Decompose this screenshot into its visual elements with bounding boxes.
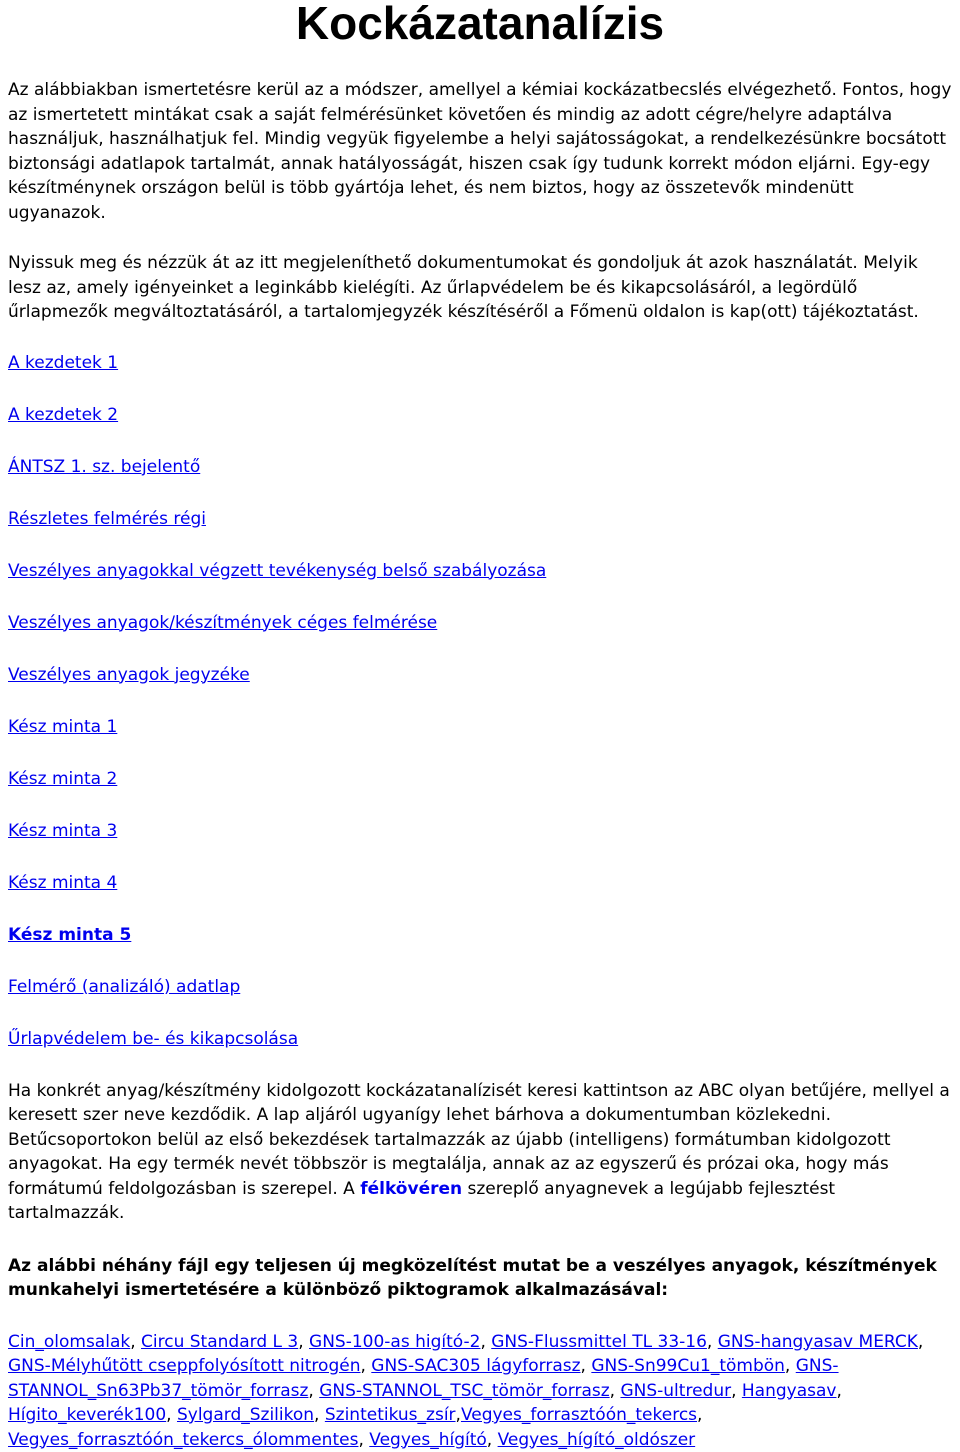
intro-paragraph-1: Az alábbiakban ismertetésre kerül az a módszer, amellyel a kémiai kockázatbecslés elvégezhető. Fontos, hogy az ismertetett mintákat csak a saját felmérésünket követően és mindig az adott cégre/helyre adaptálva használjuk, használhatjuk fel. Mindig vegyük figyelembe a helyi sajátosságokat, a rendelkezésünkre bocsátott biztonsági adatlapok tartalmát, annak hatályosságát, hiszen csak így tudunk korrekt módon eljárni. Egy-egy készítménynek országon belül is több gyártója lehet, és nem biztos, hogy az összetevők mindenütt ugyanazok. — [8, 78, 952, 225]
link-line — [8, 403, 952, 428]
file-link[interactable]: GNS-STANNOL_TSC_tömör_forrasz — [319, 1381, 609, 1401]
link-kesz-minta-1[interactable]: Kész minta 1 — [8, 717, 117, 737]
file-link[interactable]: GNS-SAC305 lágyforrasz — [371, 1356, 580, 1376]
file-link[interactable]: GNS-STANNOL_Sn63Pb37_tömör_forrasz — [8, 1356, 839, 1401]
link-line — [8, 507, 952, 532]
link-urlapvedelem[interactable]: Űrlapvédelem be- és kikapcsolása — [8, 1029, 298, 1049]
link-kesz-minta-5[interactable]: Kész minta 5 — [8, 925, 131, 945]
link-line — [8, 559, 952, 584]
link-kesz-minta-3[interactable]: Kész minta 3 — [8, 821, 117, 841]
section-heading: Az alábbi néhány fájl egy teljesen új megközelítést mutat be a veszélyes anyagok, készítmények munkahelyi ismertetésére a különböző piktogramok alkalmazásával: — [8, 1254, 952, 1303]
file-link[interactable]: Hígito_keverék100 — [8, 1405, 166, 1425]
link-ceges-felmeres[interactable]: Veszélyes anyagok/készítmények céges felmérése — [8, 613, 437, 633]
link-line — [8, 611, 952, 636]
info-text-before: Ha konkrét anyag/készítmény kidolgozott kockázatanalízisét keresi kattintson az ABC olyan betűjére, mellyel a keresett szer neve kezdődik. A lap aljáról ugyanígy lehet bárhova a dokumentumban közlekedni. Betűcsoportokon belül az első bekezdések tartalmazzák az újabb (intelligens) formátumban kidolgozott anyagokat. Ha egy termék nevét többször is megtalálja, annak az az egyszerű és prózai oka, hogy más formátumú feldolgozásban is szerepel. A — [8, 1081, 950, 1199]
link-felmero-adatlap[interactable]: Felmérő (analizáló) adatlap — [8, 977, 240, 997]
file-link[interactable]: Sylgard_Szilikon — [177, 1405, 314, 1425]
file-link[interactable]: Szintetikus_zsír — [325, 1405, 456, 1425]
link-anyagok-jegyzeke[interactable]: Veszélyes anyagok jegyzéke — [8, 665, 250, 685]
file-link[interactable]: Cin_olomsalak — [8, 1332, 130, 1352]
link-a-kezdetek-2[interactable]: A kezdetek 2 — [8, 405, 118, 425]
link-line — [8, 351, 952, 376]
link-a-kezdetek-1[interactable]: A kezdetek 1 — [8, 353, 118, 373]
link-line — [8, 923, 952, 948]
link-kesz-minta-4[interactable]: Kész minta 4 — [8, 873, 117, 893]
info-highlight: félkövéren — [360, 1179, 462, 1199]
file-link[interactable]: Vegyes_forrasztóón_tekercs_ólommentes — [8, 1430, 358, 1450]
link-line — [8, 819, 952, 844]
link-belso-szabalyozas[interactable]: Veszélyes anyagokkal végzett tevékenység belső szabályozása — [8, 561, 546, 581]
file-link[interactable]: GNS-Mélyhűtött cseppfolyósított nitrogén — [8, 1356, 360, 1376]
link-antsz-bejelento[interactable]: ÁNTSZ 1. sz. bejelentő — [8, 457, 200, 477]
file-links: Cin_olomsalak, Circu Standard L 3, GNS-100-as higító-2, GNS-Flussmittel TL 33-16, GNS-hangyasav MERCK, GNS-Mélyhűtött cseppfolyósított nitrogén, GNS-SAC305 lágyforrasz, GNS-Sn99Cu1_tömbön, GNS-STANNOL_Sn63Pb37_tömör_forrasz, GNS-STANNOL_TSC_tömör_forrasz, GNS-ultredur, Hangyasav, Hígito_keverék100, Sylgard_Szilikon, Szintetikus_zsír,Vegyes_forrasztóón_tekercs, Vegyes_forrasztóón_tekercs_ólommentes, Vegyes_hígító, Vegyes_hígító_oldószer — [8, 1330, 952, 1452]
page-title: Kockázatanalízis — [8, 0, 952, 52]
file-link[interactable]: GNS-100-as higító-2 — [309, 1332, 480, 1352]
file-link[interactable]: Vegyes_forrasztóón_tekercs — [461, 1405, 697, 1425]
info-paragraph — [8, 1079, 952, 1226]
file-link[interactable]: GNS-Sn99Cu1_tömbön — [591, 1356, 785, 1376]
document-links — [8, 351, 952, 1052]
link-line — [8, 767, 952, 792]
link-line — [8, 715, 952, 740]
link-reszletes-felmeres[interactable]: Részletes felmérés régi — [8, 509, 206, 529]
link-line — [8, 663, 952, 688]
intro-paragraph-2: Nyissuk meg és nézzük át az itt megjeleníthető dokumentumokat és gondoljuk át azok használatát. Melyik lesz az, amely igényeinket a leginkább kielégíti. Az űrlapvédelem be és kikapcsolásáról, a legördülő űrlapmezők megváltoztatásáról, a tartalomjegyzék készítéséről a Főmenü oldalon is kap(ott) tájékoztatást. — [8, 251, 952, 325]
file-link[interactable]: Hangyasav — [742, 1381, 837, 1401]
file-link[interactable]: Circu Standard L 3 — [141, 1332, 298, 1352]
file-link[interactable]: Vegyes_hígító_oldószer — [498, 1430, 696, 1450]
file-link[interactable]: Vegyes_hígító — [369, 1430, 487, 1450]
link-line — [8, 455, 952, 480]
info-text-after: szereplő anyagnevek a legújabb fejlesztést tartalmazzák. — [8, 1179, 835, 1224]
file-link[interactable]: GNS-Flussmittel TL 33-16 — [491, 1332, 707, 1352]
file-link[interactable]: GNS-ultredur — [620, 1381, 731, 1401]
link-line — [8, 1027, 952, 1052]
link-kesz-minta-2[interactable]: Kész minta 2 — [8, 769, 117, 789]
link-line — [8, 975, 952, 1000]
link-line — [8, 871, 952, 896]
file-link[interactable]: GNS-hangyasav MERCK — [718, 1332, 918, 1352]
